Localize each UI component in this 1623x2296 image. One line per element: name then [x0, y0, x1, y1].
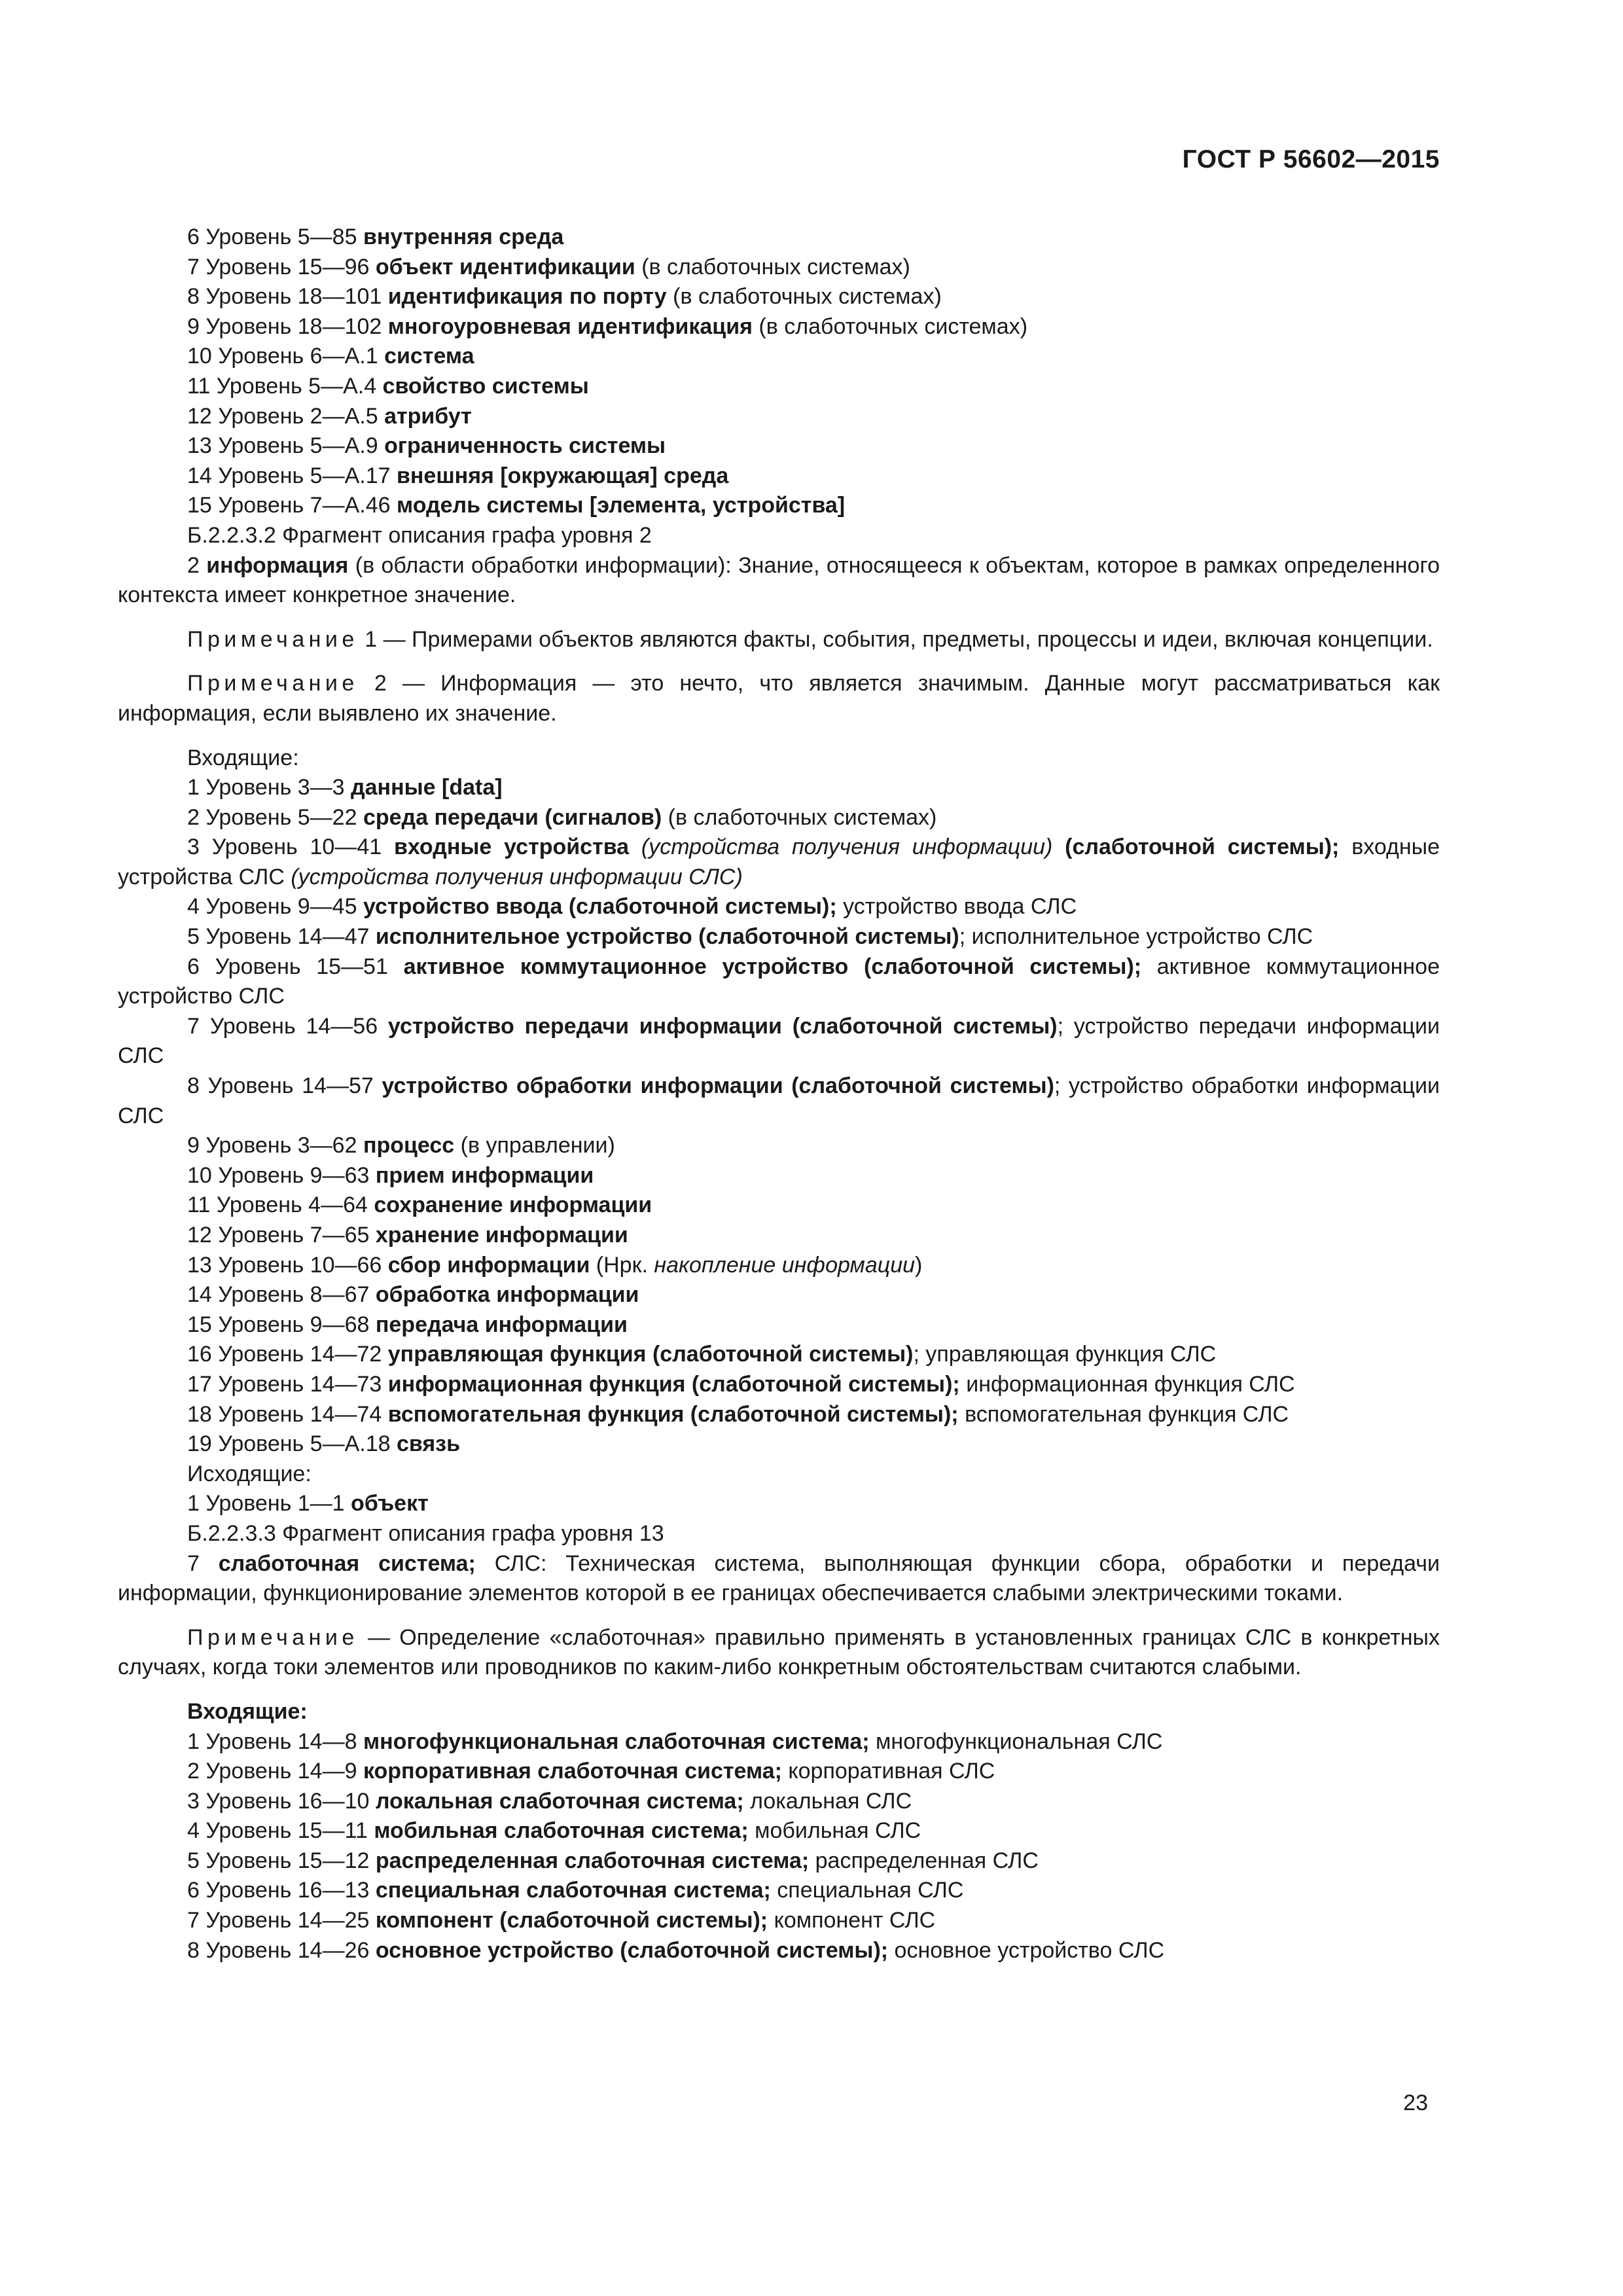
term-definition: 2 информация (в области обработки информации): Знание, относящееся к объектам, которое в рамках определенного контекста имеет конкретное значение.: [118, 552, 1440, 608]
list-item: 15 Уровень 7—А.46 модель системы [элемента, устройства]: [187, 493, 846, 518]
list-item: 12 Уровень 2—А.5 атрибут: [187, 403, 472, 429]
incoming-label: Входящие:: [187, 1698, 308, 1724]
list-item: 6 Уровень 16—13 специальная слаботочная система; специальная СЛС: [187, 1878, 964, 1903]
list-item: 1 Уровень 3—3 данные [data]: [187, 775, 503, 800]
list-item: 11 Уровень 5—А.4 свойство системы: [187, 373, 589, 399]
list-item: 9 Уровень 18—102 многоуровневая идентификация (в слаботочных системах): [187, 314, 1028, 339]
list-item: 10 Уровень 6—А.1 система: [187, 344, 474, 369]
list-item: 6 Уровень 5—85 внутренняя среда: [187, 224, 564, 249]
incoming-label: Входящие:: [187, 745, 299, 770]
list-item: 15 Уровень 9—68 передача информации: [187, 1312, 628, 1337]
list-item: 2 Уровень 5—22 среда передачи (сигналов) (в слаботочных системах): [187, 804, 937, 830]
term-definition: 7 слаботочная система; СЛС: Техническая система, выполняющая функции сбора, обработки и передачи информации, функционирование элементов которой в ее границах обеспечивается слабыми электрическими токами.: [118, 1551, 1440, 1606]
list-item: 11 Уровень 4—64 сохранение информации: [187, 1193, 652, 1218]
list-item: 2 Уровень 14—9 корпоративная слаботочная система; корпоративная СЛС: [187, 1759, 995, 1784]
list-item: 9 Уровень 3—62 процесс (в управлении): [187, 1133, 615, 1158]
list-item: 14 Уровень 5—А.17 внешняя [окружающая] среда: [187, 463, 729, 488]
list-item: 5 Уровень 14—47 исполнительное устройство (слаботочной системы); исполнительное устройство СЛС: [187, 924, 1313, 950]
list-item: 14 Уровень 8—67 обработка информации: [187, 1282, 639, 1308]
note: Примечание 1 — Примерами объектов являются факты, события, предметы, процессы и идеи, включая концепции.: [187, 626, 1433, 652]
note: Примечание 2 — Информация — это нечто, что является значимым. Данные могут рассматриваться как информация, если выявлено их значение.: [118, 671, 1440, 726]
list-item: 17 Уровень 14—73 информационная функция (слаботочной системы); информационная функция СЛС: [187, 1371, 1295, 1397]
section-heading: Б.2.2.3.2 Фрагмент описания графа уровня 2: [187, 522, 652, 548]
page-number: 23: [1403, 2090, 1428, 2115]
list-item: 4 Уровень 15—11 мобильная слаботочная система; мобильная СЛС: [187, 1818, 921, 1844]
list-item: 19 Уровень 5—А.18 связь: [187, 1431, 460, 1457]
list-item: 1 Уровень 1—1 объект: [187, 1491, 429, 1516]
list-item: 6 Уровень 15—51 активное коммутационное устройство (слаботочной системы); активное коммутационное устройство СЛС: [118, 954, 1440, 1009]
list-item: 7 Уровень 14—25 компонент (слаботочной системы); компонент СЛС: [187, 1908, 936, 1933]
list-item: 5 Уровень 15—12 распределенная слаботочная система; распределенная СЛС: [187, 1848, 1039, 1873]
document-code-header: ГОСТ Р 56602—2015: [1182, 145, 1440, 173]
list-item: 10 Уровень 9—63 прием информации: [187, 1162, 594, 1188]
list-item: 8 Уровень 14—26 основное устройство (слаботочной системы); основное устройство СЛС: [187, 1937, 1165, 1963]
list-item: 7 Уровень 15—96 объект идентификации (в слаботочных системах): [187, 254, 910, 279]
list-item: 4 Уровень 9—45 устройство ввода (слаботочной системы); устройство ввода СЛС: [187, 894, 1077, 920]
note: Примечание — Определение «слаботочная» правильно применять в установленных границах СЛС в конкретных случаях, когда токи элементов или проводников по каким-либо конкретным обстоятельствам считаются слабыми.: [118, 1624, 1440, 1680]
list-item: 18 Уровень 14—74 вспомогательная функция (слаботочной системы); вспомогательная функция СЛС: [187, 1401, 1289, 1427]
outgoing-label: Исходящие:: [187, 1461, 312, 1486]
list-item: 3 Уровень 10—41 входные устройства (устройства получения информации) (слаботочной системы); входные устройства СЛС (устройства получения информации СЛС): [118, 834, 1440, 889]
page-content: [118, 223, 1440, 1965]
list-item: 12 Уровень 7—65 хранение информации: [187, 1223, 628, 1247]
list-item: 13 Уровень 5—А.9 ограниченность системы: [187, 433, 666, 459]
list-item: 1 Уровень 14—8 многофункциональная слаботочная система; многофункциональная СЛС: [187, 1729, 1163, 1754]
list-item: 3 Уровень 16—10 локальная слаботочная система; локальная СЛС: [187, 1788, 912, 1814]
section-heading: Б.2.2.3.3 Фрагмент описания графа уровня 13: [187, 1520, 664, 1546]
list-item: 7 Уровень 14—56 устройство передачи информации (слаботочной системы); устройство передачи информации СЛС: [118, 1013, 1440, 1069]
list-item: 8 Уровень 14—57 устройство обработки информации (слаботочной системы); устройство обработки информации СЛС: [118, 1073, 1440, 1128]
list-item: 8 Уровень 18—101 идентификация по порту (в слаботочных системах): [187, 284, 942, 310]
list-item: 13 Уровень 10—66 сбор информации (Нрк. накопление информации): [187, 1252, 923, 1278]
list-item: 16 Уровень 14—72 управляющая функция (слаботочной системы); управляющая функция СЛС: [187, 1342, 1217, 1367]
